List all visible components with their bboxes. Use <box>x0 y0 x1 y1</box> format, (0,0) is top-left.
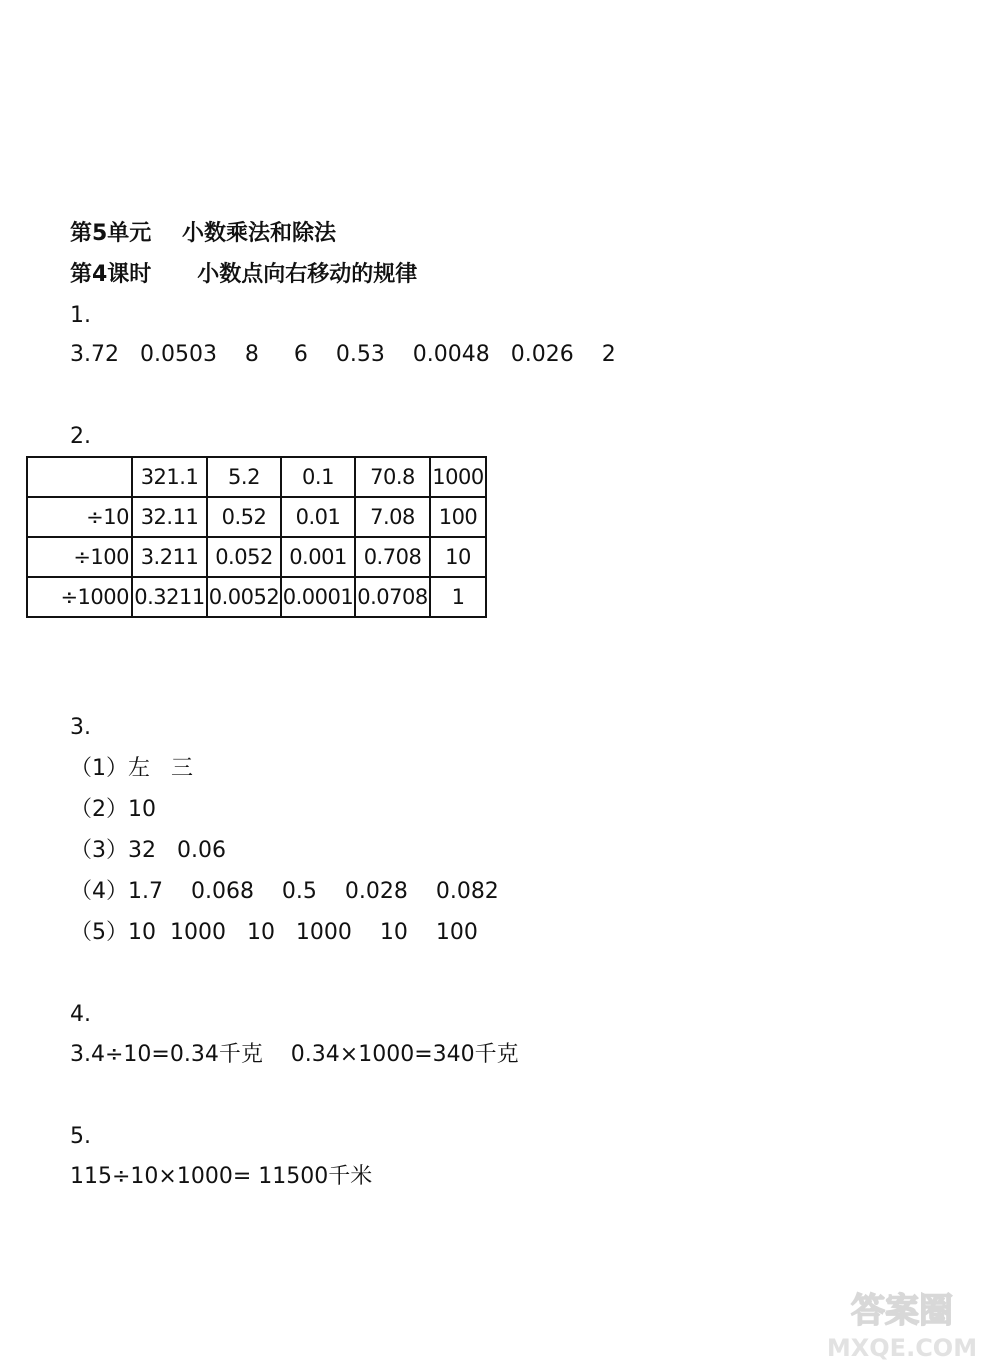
q1-label: 1. <box>70 303 91 328</box>
table-row <box>27 497 486 537</box>
table-row <box>27 577 486 617</box>
table-cell: 0.0052 <box>207 577 281 617</box>
table-cell: 0.001 <box>281 537 355 577</box>
table-cell: 0.052 <box>207 537 281 577</box>
table-cell: 0.52 <box>207 497 281 537</box>
table-cell: 0.0001 <box>281 577 355 617</box>
q4-answer: 3.4÷10=0.34千克 0.34×1000=340千克 <box>70 1042 519 1067</box>
table-cell: 321.1 <box>132 457 207 497</box>
q3-item-5: （5）10 1000 10 1000 10 100 <box>70 920 478 945</box>
q5-label: 5. <box>70 1124 91 1149</box>
table-row <box>27 457 486 497</box>
q4-label: 4. <box>70 1002 91 1027</box>
table-cell: 32.11 <box>132 497 207 537</box>
table-cell: 10 <box>430 537 486 577</box>
watermark-logo <box>812 1282 992 1362</box>
table-cell: ÷10 <box>27 497 132 537</box>
table-cell: 7.08 <box>355 497 430 537</box>
table-cell: 100 <box>430 497 486 537</box>
table-cell: 70.8 <box>355 457 430 497</box>
table-cell: 5.2 <box>207 457 281 497</box>
q2-label: 2. <box>70 424 91 449</box>
table-cell: 1000 <box>430 457 486 497</box>
table-cell: 0.01 <box>281 497 355 537</box>
table-cell: 3.211 <box>132 537 207 577</box>
table-cell: 0.3211 <box>132 577 207 617</box>
q3-label: 3. <box>70 715 91 740</box>
table-cell: ÷1000 <box>27 577 132 617</box>
q3-item-4: （4）1.7 0.068 0.5 0.028 0.082 <box>70 879 499 904</box>
q3-item-1: （1）左 三 <box>70 756 193 781</box>
watermark-logo-text: 答案圈 <box>851 1291 953 1331</box>
q5-answer: 115÷10×1000= 11500千米 <box>70 1164 373 1189</box>
unit-title: 第5单元 小数乘法和除法 <box>70 221 336 246</box>
table-cell: ÷100 <box>27 537 132 577</box>
lesson-title: 第4课时 小数点向右移动的规律 <box>70 262 418 287</box>
table-cell: 0.0708 <box>355 577 430 617</box>
table-cell <box>27 457 132 497</box>
table-cell: 0.708 <box>355 537 430 577</box>
division-table <box>26 456 487 618</box>
table-row <box>27 537 486 577</box>
table-cell: 0.1 <box>281 457 355 497</box>
q3-item-3: （3）32 0.06 <box>70 838 226 863</box>
q1-answers: 3.72 0.0503 8 6 0.53 0.0048 0.026 2 <box>70 342 616 367</box>
q3-item-2: （2）10 <box>70 797 156 822</box>
watermark-url: MXQE.COM <box>826 1334 978 1362</box>
table-cell: 1 <box>430 577 486 617</box>
